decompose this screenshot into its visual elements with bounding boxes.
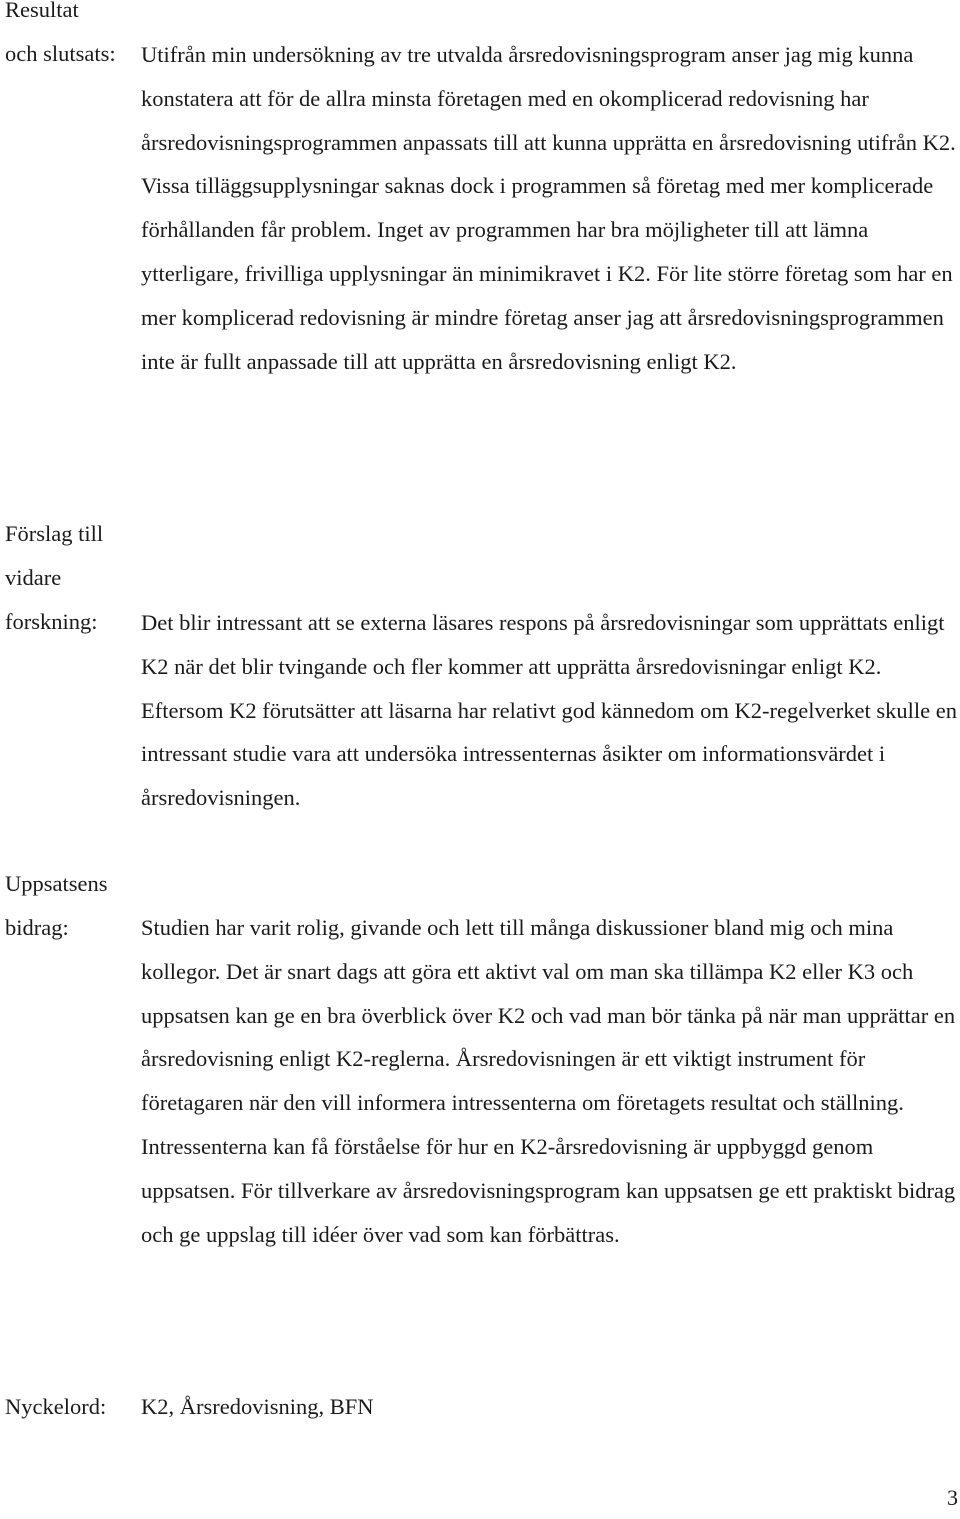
label-bidrag-line1: Uppsatsens: [5, 871, 108, 896]
label-nyckelord: Nyckelord:: [5, 1394, 107, 1419]
text-resultat: Utifrån min undersökning av tre utvalda årsredovisningsprogram anser jag mig kunna konstatera att för de allra minsta företagen med en okomplicerad redovisning har årsredovisningsprogrammen anpassats till att kunna upprätta en årsredovisning utifrån K2. Vissa tilläggsupplysningar saknas dock i programmen så företag med mer komplicerade förhållanden får problem. Inget av programmen har bra möjligheter till att lämna ytterligare, frivilliga upplysningar än minimikravet i K2. För lite större företag som har en mer komplicerad redovisning är mindre företag anser jag att årsredovisningsprogrammen inte är fullt anpassade till att upprätta en årsredovisning enligt K2.: [141, 42, 956, 374]
label-forslag-line2: vidare: [5, 565, 62, 590]
label-forslag-line1: Förslag till: [5, 521, 104, 546]
text-forslag: Det blir intressant att se externa läsares respons på årsredovisningar som upprättats enligt K2 när det blir tvingande och fler kommer att upprätta årsredovisningar enligt K2. Eftersom K2 förutsätter att läsarna har relativt god kännedom om K2-regelverket skulle en intressant studie vara att undersöka intressenternas åsikter om informationsvärdet i årsredovisningen.: [141, 610, 957, 811]
label-forslag-line3: forskning:: [5, 609, 98, 634]
page-number: 3: [947, 1485, 958, 1510]
label-bidrag-line2: bidrag:: [5, 915, 69, 940]
text-bidrag: Studien har varit rolig, givande och lett till många diskussioner bland mig och mina kollegor. Det är snart dags att göra ett aktivt val om man ska tillämpa K2 eller K3 och uppsatsen kan ge en bra överblick över K2 och vad man bör tänka på när man upprättar en årsredovisning enligt K2-reglerna. Årsredovisningen är ett viktigt instrument för företagaren när den vill informera intressenterna om företagets resultat och ställning. Intressenterna kan få förståelse för hur en K2-årsredovisning är uppbyggd genom uppsatsen. För tillverkare av årsredovisningsprogram kan uppsatsen ge ett praktiskt bidrag och ge uppslag till idéer över vad som kan förbättras.: [141, 915, 956, 1247]
text-nyckelord: K2, Årsredovisning, BFN: [141, 1394, 374, 1419]
label-resultat-line1: Resultat: [5, 0, 79, 22]
label-resultat-line2: och slutsats:: [5, 41, 116, 66]
